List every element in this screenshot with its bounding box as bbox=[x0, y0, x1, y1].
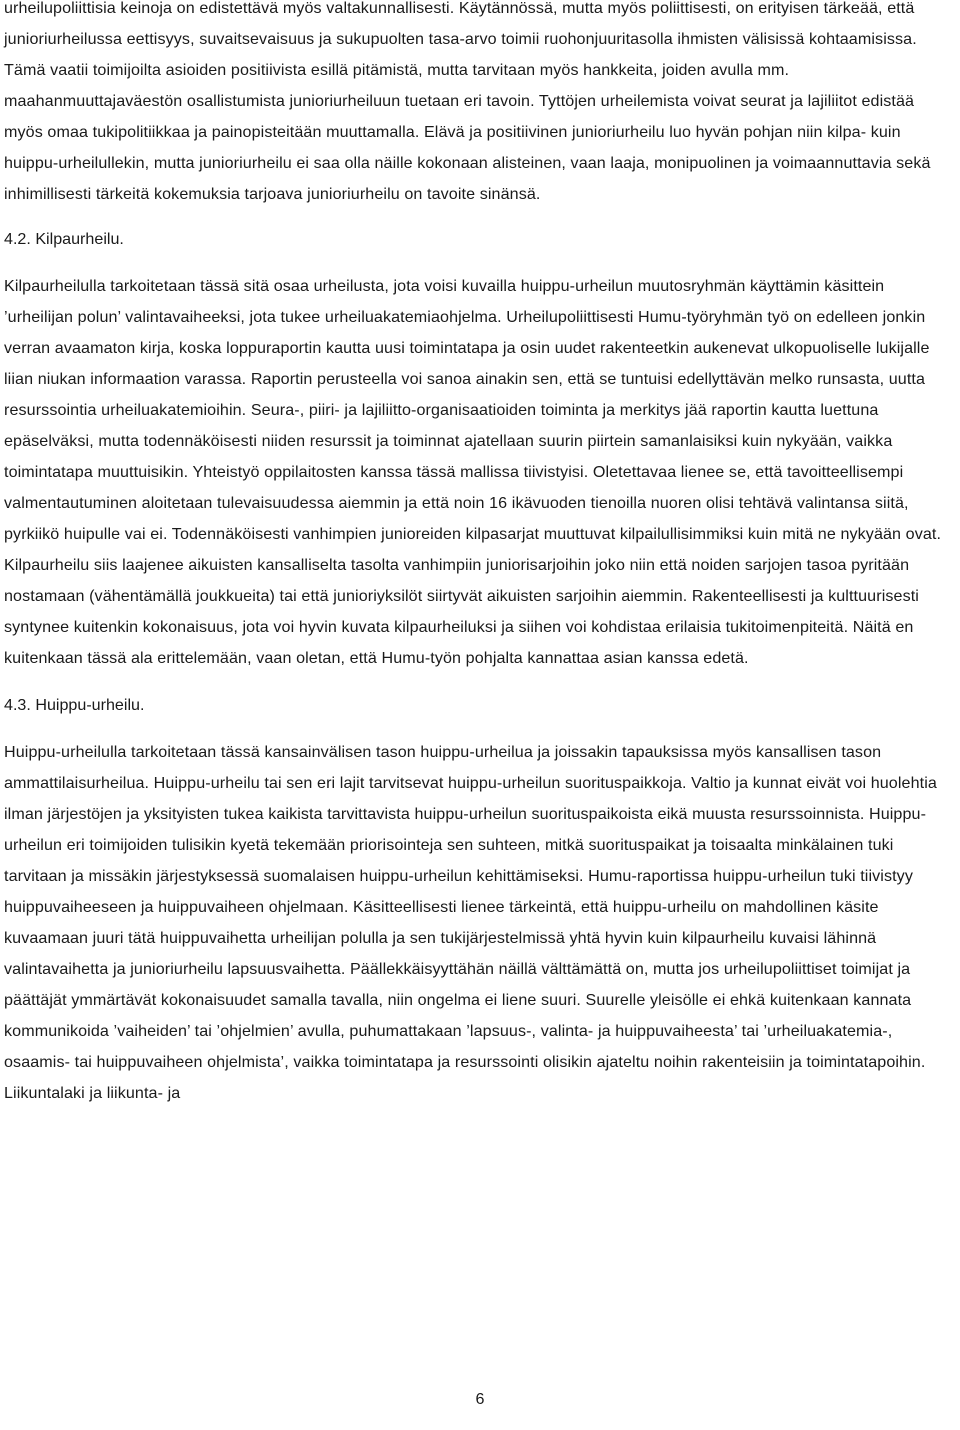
document-page bbox=[4, 0, 956, 1109]
paragraph-junioriurheilu: urheilupoliittisia keinoja on edistettävä myös valtakunnallisesti. Käytännössä, mutta myös poliittisesti, on erityisen tärkeää, että junioriurheilussa eettisyys, suvaitsevaisuus ja sukupuolten tasa-arvo toimii ruohonjuuritasolla ihmisten välisissä kohtaamisissa. Tämä vaatii toimijoilta asioiden positiivista esillä pitämistä, mutta tarvitaan myös hankkeita, joiden avulla mm. maahanmuuttajaväestön osallistumista junioriurheiluun tuetaan eri tavoin. Tyttöjen urheilemista voivat seurat ja lajiliitot edistää myös omaa tukipolitiikkaa ja painopisteitään muuttamalla. Elävä ja positiivinen junioriurheilu luo hyvän pohjan niin kilpa- kuin huippu-urheilullekin, mutta junioriurheilu ei saa olla näille kokonaan alisteinen, vaan laaja, monipuolinen ja voimaannuttavia sekä inhimillisesti tärkeitä kokemuksia tarjoava junioriurheilu on tavoite sinänsä. bbox=[4, 0, 931, 203]
page-number: 6 bbox=[475, 1390, 485, 1408]
section-heading-kilpaurheilu: 4.2. Kilpaurheilu. bbox=[4, 230, 124, 248]
paragraph-kilpaurheilu: Kilpaurheilulla tarkoitetaan tässä sitä osaa urheilusta, jota voisi kuvailla huippu-urheilun muutosryhmän käyttämin käsittein ’urheilijan polun’ valintavaiheeksi, jota tukee urheiluakatemiaohjelma. Urheilupoliittisesti Humu-työryhmän työ on edelleen jonkin verran avaamaton kirja, koska loppuraportin kautta uusi toimintatapa ja osin uudet rakenteetkin aukenevat ulkopuoliselle lukijalle liian niukan informaation varassa. Raportin perusteella voi sanoa ainakin sen, että se tuntuisi edellyttävän melko runsasta, uutta resurssointia urheiluakatemioihin. Seura-, piiri- ja lajiliitto-organisaatioiden toiminta ja merkitys jää raportin kautta luettuna epäselväksi, mutta todennäköisesti niiden resurssit ja toiminnat ajatellaan suurin piirtein samanlaisiksi kuin nykyään, vaikka toimintatapa muuttuisikin. Yhteistyö oppilaitosten kanssa tässä mallissa tiivistyisi. Oletettavaa lienee se, että tavoitteellisempi valmentautuminen aloitetaan tulevaisuudessa aiemmin ja että noin 16 ikävuoden tienoilla nuoren olisi tehtävä valintansa siitä, pyrkiikö huipulle vai ei. Todennäköisesti vanhimpien junioreiden kilpasarjat muuttuvat kilpailullisimmiksi kuin mitä ne nykyään ovat. Kilpaurheilu siis laajenee aikuisten kansalliselta tasolta vanhimpiin juniorisarjoihin joko niin että noiden sarjojen tasoa pyritään nostamaan (vähentämällä joukkueita) tai että junioriyksilöt siirtyvät aikuisten sarjoihin aiemmin. Rakenteellisesti ja kulttuurisesti syntynee kuitenkin kokonaisuus, jota voi hyvin kuvata kilpaurheiluksi ja siihen voi kohdistaa erilaisia tukitoimenpiteitä. Näitä en kuitenkaan tässä ala erittelemään, vaan oletan, että Humu-työn pohjalta kannattaa asian kanssa edetä. bbox=[4, 277, 942, 667]
paragraph-huippu-urheilu: Huippu-urheilulla tarkoitetaan tässä kansainvälisen tason huippu-urheilua ja joissakin tapauksissa myös kansallisen tason ammattilaisurheilua. Huippu-urheilu tai sen eri lajit tarvitsevat huippu-urheilun suorituspaikkoja. Valtio ja kunnat eivät voi huolehtia ilman järjestöjen ja yksityisten tukea kaikista tarvittavista huippu-urheilun suorituspaikoista eikä muusta resurssoinnista. Huippu-urheilun eri toimijoiden tulisikin kyetä tekemään priorisointeja sen suhteen, mitkä suorituspaikat ja toisaalta minkälainen tuki tarvitaan ja missäkin järjestyksessä suomalaisen huippu-urheilun kehittämiseksi. Humu-raportissa huippu-urheilun tuki tiivistyy huippuvaiheeseen ja huippuvaiheen ohjelmaan. Käsitteellisesti lienee tärkeintä, että huippu-urheilu on mahdollinen käsite kuvaamaan juuri tätä huippuvaihetta urheilijan polulla ja sen tukijärjestelmissä yhtä hyvin kuin kilpaurheilu kuvaisi lähinnä valintavaihetta ja junioriurheilu lapsuusvaihetta. Päällekkäisyyttähän näillä välttämättä on, mutta jos urheilupoliittiset toimijat ja päättäjät ymmärtävät kokonaisuudet samalla tavalla, niin ongelma ei liene suuri. Suurelle yleisölle ei ehkä kuitenkaan kannata kommunikoida ’vaiheiden’ tai ’ohjelmien’ avulla, puhumattakaan ’lapsuus-, valinta- ja huippuvaiheesta’ tai ’urheiluakatemia-, osaamis- tai huippuvaiheen ohjelmista’, vaikka toimintatapa ja resurssointi olisikin ajateltu noihin rakenteisiin ja toimintatapoihin. Liikuntalaki ja liikunta- ja bbox=[4, 743, 937, 1102]
section-heading-huippu-urheilu: 4.3. Huippu-urheilu. bbox=[4, 696, 145, 714]
